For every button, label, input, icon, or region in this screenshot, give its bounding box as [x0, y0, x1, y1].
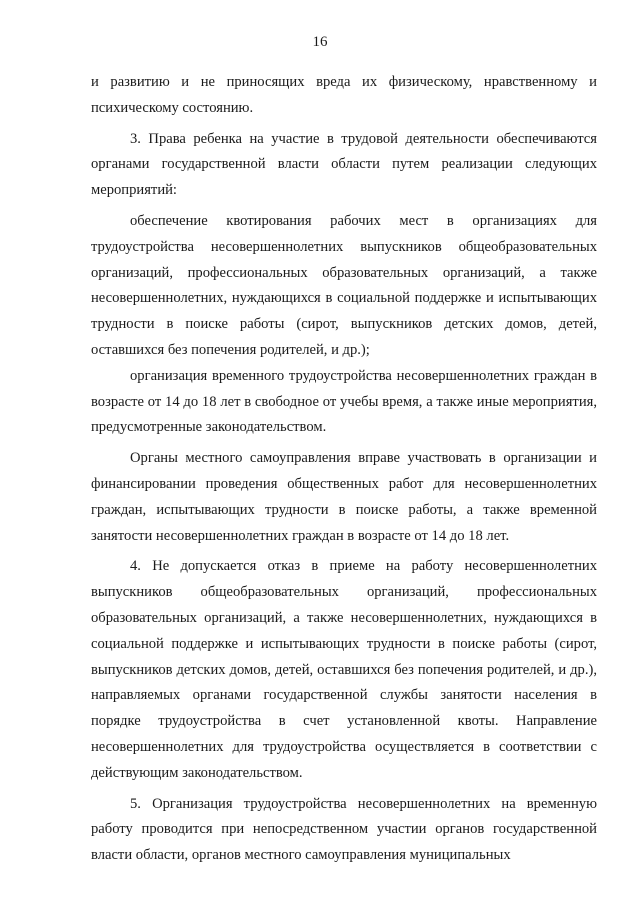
page-number: 16	[312, 34, 328, 50]
paragraph-temporary-employment: организация временного трудоустройства несовершеннолетних граждан в возрасте от 14 до 18 лет в свободное от учебы время, а также иные мероприятия, предусмотренные законодательством.	[91, 367, 597, 436]
paragraph-item-3: 3. Права ребенка на участие в трудовой деятельности обеспечиваются органами государственной власти области путем реализации следующих мероприятий:	[91, 130, 597, 199]
paragraph-item-5: 5. Организация трудоустройства несовершеннолетних на временную работу проводится при непосредственном участии органов государственной власти области, органов местного самоуправления муниципальных	[91, 795, 597, 864]
paragraph-item-4: 4. Не допускается отказ в приеме на работу несовершеннолетних выпускников общеобразовательных организаций, профессиональных образовательных организаций, а также несовершеннолетних, нуждающихся в социальной поддержке и испытывающих трудности в поиске работы (сирот, выпускников детских домов, детей, оставшихся без попечения родителей, и др.), направляемых органами государственной службы занятости населения в порядке трудоустройства в счет установленной квоты. Направление несовершеннолетних для трудоустройства осуществляется в соответствии с действующим законодательством.	[91, 558, 597, 781]
paragraph-local-self-government: Органы местного самоуправления вправе участвовать в организации и финансировании проведения общественных работ для несовершеннолетних граждан, испытывающих трудности в поиске работы, а также временной занятости несовершеннолетних граждан в возрасте от 14 до 18 лет.	[91, 450, 597, 544]
document-body	[91, 70, 597, 869]
paragraph-quota-measure: обеспечение квотирования рабочих мест в организациях для трудоустройства несовершеннолетних выпускников общеобразовательных организаций, профессиональных образовательных организаций, а также несовершеннолетних, нуждающихся в социальной поддержке и испытывающих трудности в поиске работы (сирот, выпускников детских домов, детей, оставшихся без попечения родителей, и др.);	[91, 212, 597, 358]
paragraph-continuation: и развитию и не приносящих вреда их физическому, нравственному и психическому состоянию.	[91, 74, 597, 116]
